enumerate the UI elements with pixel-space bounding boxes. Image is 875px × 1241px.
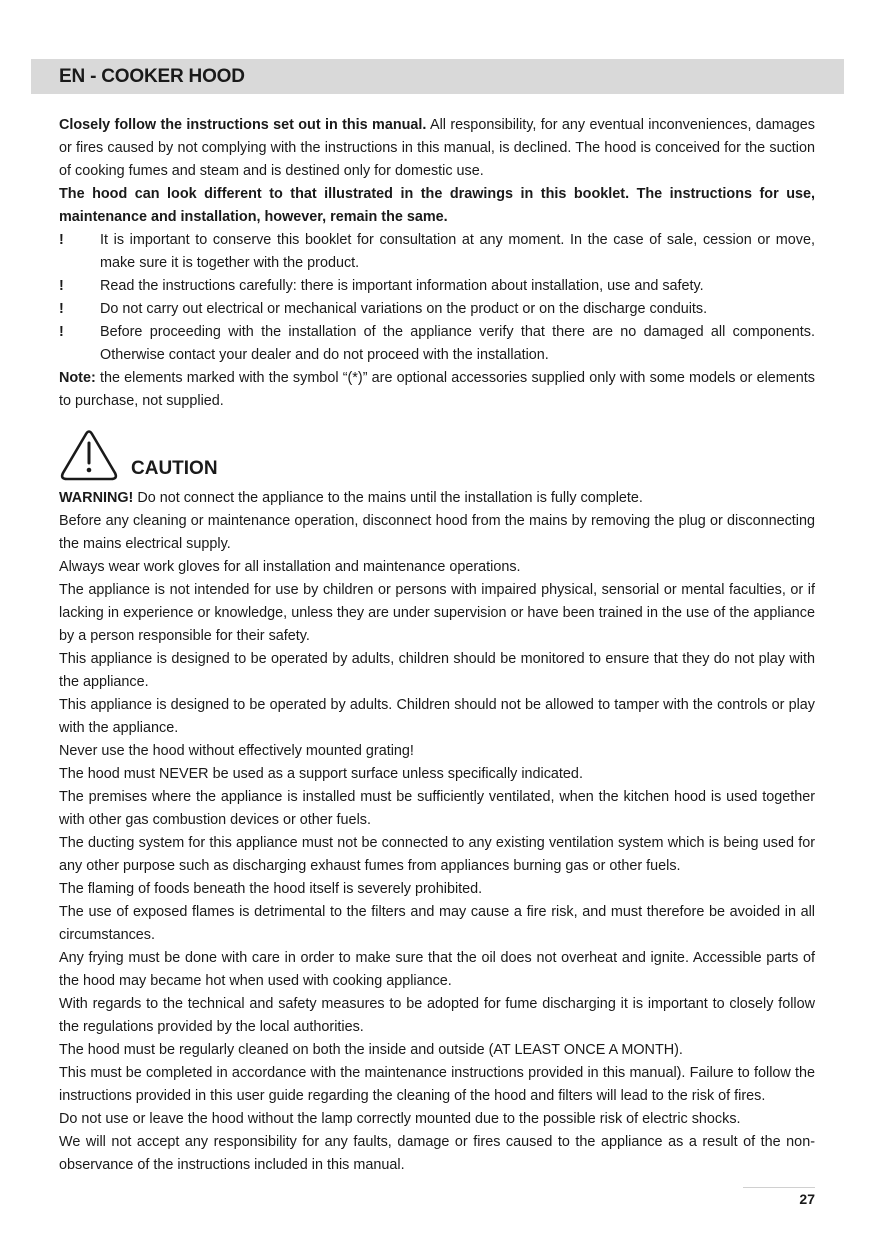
note-text: the elements marked with the symbol “(*)” are optional accessories supplied only with some models or elements to purchase, not supplied. (59, 370, 815, 409)
exclamation-icon: ! (59, 324, 64, 340)
list-item (59, 275, 815, 298)
note-paragraph (59, 367, 815, 413)
caution-paragraph: The appliance is not intended for use by children or persons with impaired physical, sensorial or mental faculties, or if lacking in experience or knowledge, unless they are under supervision or have been trained in the use of the appliance by a person responsible for their safety. (59, 582, 815, 644)
footer-divider (743, 1187, 815, 1188)
exclamation-icon: ! (59, 301, 64, 317)
caution-paragraph: Always wear work gloves for all installation and maintenance operations. (59, 559, 521, 575)
list-item-text: Before proceeding with the installation of the appliance verify that there are no damaged all components. Otherwise contact your dealer and do not proceed with the installation. (100, 324, 815, 363)
list-item-text: Do not carry out electrical or mechanical variations on the product or on the discharge conduits. (100, 301, 708, 317)
caution-paragraph: Do not use or leave the hood without the lamp correctly mounted due to the possible risk of electric shocks. (59, 1111, 741, 1127)
intro-text: All responsibility, for any eventual inconveniences, damages or fires caused by not complying with the instructions in this manual, is declined. The hood is conceived for the suction of cooking fumes and steam and is destined only for domestic use. (59, 117, 815, 179)
caution-paragraph: Any frying must be done with care in order to make sure that the oil does not overheat and ignite. Accessible parts of the hood may became hot when used with cooking appliance. (59, 950, 815, 989)
intro-lead: Closely follow the instructions set out in this manual. (59, 117, 427, 133)
intro-paragraph (59, 114, 815, 183)
caution-paragraph: The use of exposed flames is detrimental to the filters and may cause a fire risk, and must therefore be avoided in all circumstances. (59, 904, 815, 943)
warning-label: WARNING! (59, 490, 134, 506)
manual-body (59, 114, 815, 1177)
warning-paragraph (59, 487, 815, 510)
caution-paragraph: The hood must NEVER be used as a support surface unless specifically indicated. (59, 766, 583, 782)
list-item-text: Read the instructions carefully: there is important information about installation, use and safety. (100, 278, 704, 294)
warning-text: Do not connect the appliance to the mains until the installation is fully complete. (133, 490, 643, 506)
page-title: EN - COOKER HOOD (59, 66, 245, 87)
caution-title: CAUTION (131, 458, 218, 479)
caution-paragraph: The flaming of foods beneath the hood itself is severely prohibited. (59, 881, 483, 897)
caution-paragraph: The premises where the appliance is installed must be sufficiently ventilated, when the kitchen hood is used together with other gas combustion devices or other fuels. (59, 789, 815, 828)
note-label: Note: (59, 370, 96, 386)
exclamation-icon: ! (59, 232, 64, 248)
warning-triangle-icon (59, 428, 119, 482)
caution-paragraph: Before any cleaning or maintenance operation, disconnect hood from the mains by removing the plug or disconnecting the mains electrical supply. (59, 513, 815, 552)
list-item (59, 298, 815, 321)
caution-paragraph: With regards to the technical and safety measures to be adopted for fume discharging it is important to closely follow the regulations provided by the local authorities. (59, 996, 815, 1035)
caution-paragraph: This appliance is designed to be operated by adults, children should be monitored to ensure that they do not play with the appliance. (59, 651, 815, 690)
caution-paragraph: We will not accept any responsibility for any faults, damage or fires caused to the appliance as a result of the non-observance of the instructions included in this manual. (59, 1134, 815, 1173)
list-item (59, 229, 815, 275)
section-header (31, 59, 844, 94)
list-item (59, 321, 815, 367)
caution-paragraph: The ducting system for this appliance must not be connected to any existing ventilation system which is being used for any other purpose such as discharging exhaust fumes from appliances burning gas or other fuels. (59, 835, 815, 874)
exclamation-icon: ! (59, 278, 64, 294)
appearance-notice: The hood can look different to that illustrated in the drawings in this booklet. The instructions for use, maintenance and installation, however, remain the same. (59, 186, 815, 225)
caution-paragraph: The hood must be regularly cleaned on both the inside and outside (AT LEAST ONCE A MONTH). (59, 1042, 683, 1058)
caution-paragraph: This must be completed in accordance with the maintenance instructions provided in this manual). Failure to follow the instructions provided in this user guide regarding the cleaning of the hood and filters will lead to the risk of fires. (59, 1065, 815, 1104)
caution-header (59, 428, 815, 487)
caution-paragraph: Never use the hood without effectively mounted grating! (59, 743, 414, 759)
list-item-text: It is important to conserve this booklet for consultation at any moment. In the case of sale, cession or move, make sure it is together with the product. (100, 232, 815, 271)
caution-paragraph: This appliance is designed to be operated by adults. Children should not be allowed to tamper with the controls or play with the appliance. (59, 697, 815, 736)
page-number: 27 (799, 1191, 815, 1207)
